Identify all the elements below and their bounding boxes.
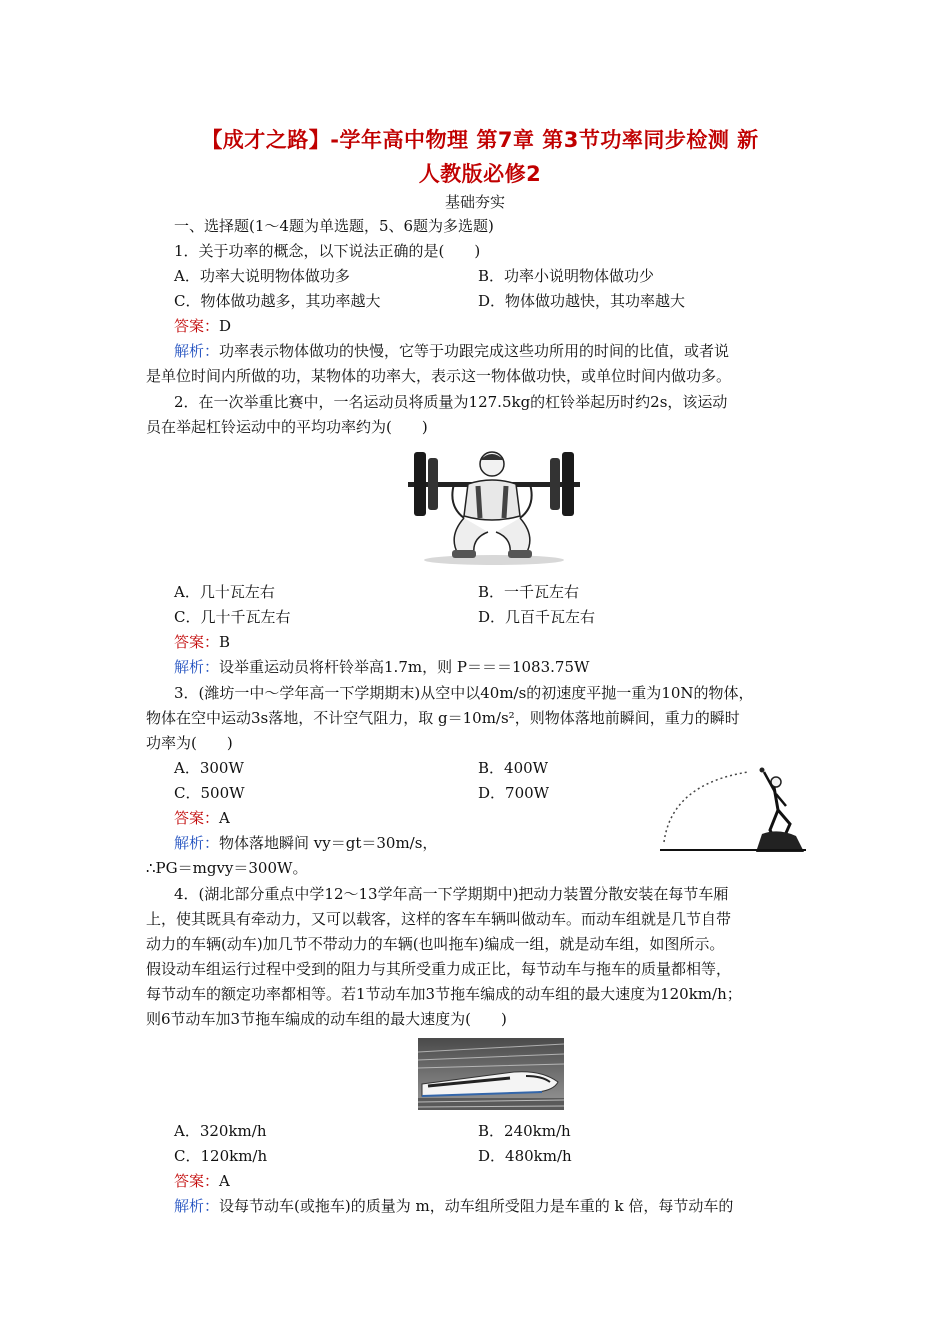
page-title-line-1: 【成才之路】-学年高中物理 第7章 第3节功率同步检测 新	[201, 128, 759, 152]
q1-option-b: B．功率小说明物体做功少	[478, 267, 655, 285]
projectile-thrower-figure	[658, 762, 808, 858]
q2-option-c: C．几十千瓦左右	[174, 608, 291, 626]
q3-option-a: A．300W	[174, 759, 244, 777]
q1-answer	[174, 316, 231, 336]
q4-stem-line-1: 4．(湖北部分重点中学12～13学年高一下学期期中)把动力装置分散安装在每节车厢	[174, 885, 729, 903]
section-heading: 基础夯实	[444, 193, 505, 211]
answer-label: 答案：	[174, 633, 220, 651]
part-heading: 一、选择题(1～4题为单选题，5、6题为多选题)	[174, 217, 494, 235]
page-title-line-2: 人教版必修2	[418, 162, 542, 186]
q3-option-d: D．700W	[478, 784, 550, 802]
q3-analysis-line-2: ∴PG＝mgvy＝300W。	[146, 859, 308, 877]
q1-analysis-line-2: 是单位时间内所做的功，某物体的功率大，表示这一物体做功快，或单位时间内做功多。	[146, 367, 732, 385]
q4-stem-line-6: 则6节动车加3节拖车编成的动车组的最大速度为( )	[146, 1010, 507, 1028]
q2-stem-line-1: 2．在一次举重比赛中，一名运动员将质量为127.5kg的杠铃举起历时约2s，该运动	[174, 393, 728, 411]
q3-stem-line-1: 3．(潍坊一中～学年高一下学期期末)从空中以40m/s的初速度平抛一重为10N的物体，	[174, 684, 754, 702]
analysis-text: 设举重运动员将杆铃举高1.7m，则 P＝＝＝1083.75W	[219, 658, 590, 676]
answer-value: A	[219, 1172, 230, 1190]
q4-analysis	[174, 1196, 733, 1216]
analysis-label: 解析：	[174, 658, 220, 676]
high-speed-train-photo	[418, 1038, 564, 1110]
analysis-text: 功率表示物体做功的快慢，它等于功跟完成这些功所用的时间的比值，或者说	[219, 342, 730, 360]
q1-option-a: A．功率大说明物体做功多	[174, 267, 350, 285]
q4-stem-line-3: 动力的车辆(动车)加几节不带动力的车辆(也叫拖车)编成一组，就是动车组，如图所示。	[146, 935, 725, 953]
analysis-text: 设每节动车(或拖车)的质量为 m，动车组所受阻力是车重的 k 倍，每节动车的	[219, 1197, 734, 1215]
answer-value: A	[219, 809, 230, 827]
q4-option-a: A．320km/h	[174, 1122, 267, 1140]
q2-option-b: B．一千瓦左右	[478, 583, 580, 601]
q3-option-b: B．400W	[478, 759, 549, 777]
q4-stem-line-5: 每节动车的额定功率都相等。若1节动车加3节拖车编成的动车组的最大速度为120km/h；	[146, 985, 742, 1003]
q4-option-d: D．480km/h	[478, 1147, 572, 1165]
answer-value: D	[219, 317, 232, 335]
q2-option-d: D．几百千瓦左右	[478, 608, 596, 626]
q1-option-c: C．物体做功越多，其功率越大	[174, 292, 381, 310]
analysis-label: 解析：	[174, 1197, 220, 1215]
q1-analysis-line-1	[174, 341, 729, 361]
answer-label: 答案：	[174, 1172, 220, 1190]
q4-option-c: C．120km/h	[174, 1147, 268, 1165]
q2-stem-line-2: 员在举起杠铃运动中的平均功率约为( )	[146, 418, 428, 436]
answer-value: B	[219, 633, 231, 651]
q3-stem-line-3: 功率为( )	[146, 734, 233, 752]
weightlifter-figure	[408, 446, 580, 568]
q2-answer	[174, 632, 230, 652]
q1-stem: 1．关于功率的概念，以下说法正确的是( )	[174, 242, 481, 260]
answer-label: 答案：	[174, 317, 220, 335]
q3-answer	[174, 808, 230, 828]
q2-option-a: A．几十瓦左右	[174, 583, 275, 601]
q4-option-b: B．240km/h	[478, 1122, 571, 1140]
q2-analysis	[174, 657, 589, 677]
q4-stem-line-4: 假设动车组运行过程中受到的阻力与其所受重力成正比，每节动车与拖车的质量都相等，	[146, 960, 732, 978]
analysis-label: 解析：	[174, 834, 220, 852]
q1-option-d: D．物体做功越快，其功率越大	[478, 292, 686, 310]
analysis-text: 物体落地瞬间 vy＝gt＝30m/s，	[219, 834, 438, 852]
q3-stem-line-2: 物体在空中运动3s落地，不计空气阻力，取 g＝10m/s²，则物体落地前瞬间，重力的瞬时	[146, 709, 740, 727]
q3-option-c: C．500W	[174, 784, 245, 802]
q4-answer	[174, 1171, 230, 1191]
q3-analysis-line-1	[174, 833, 437, 853]
answer-label: 答案：	[174, 809, 220, 827]
analysis-label: 解析：	[174, 342, 220, 360]
q4-stem-line-2: 上，使其既具有牵动力，又可以载客，这样的客车车辆叫做动车。而动车组就是几节自带	[146, 910, 732, 928]
